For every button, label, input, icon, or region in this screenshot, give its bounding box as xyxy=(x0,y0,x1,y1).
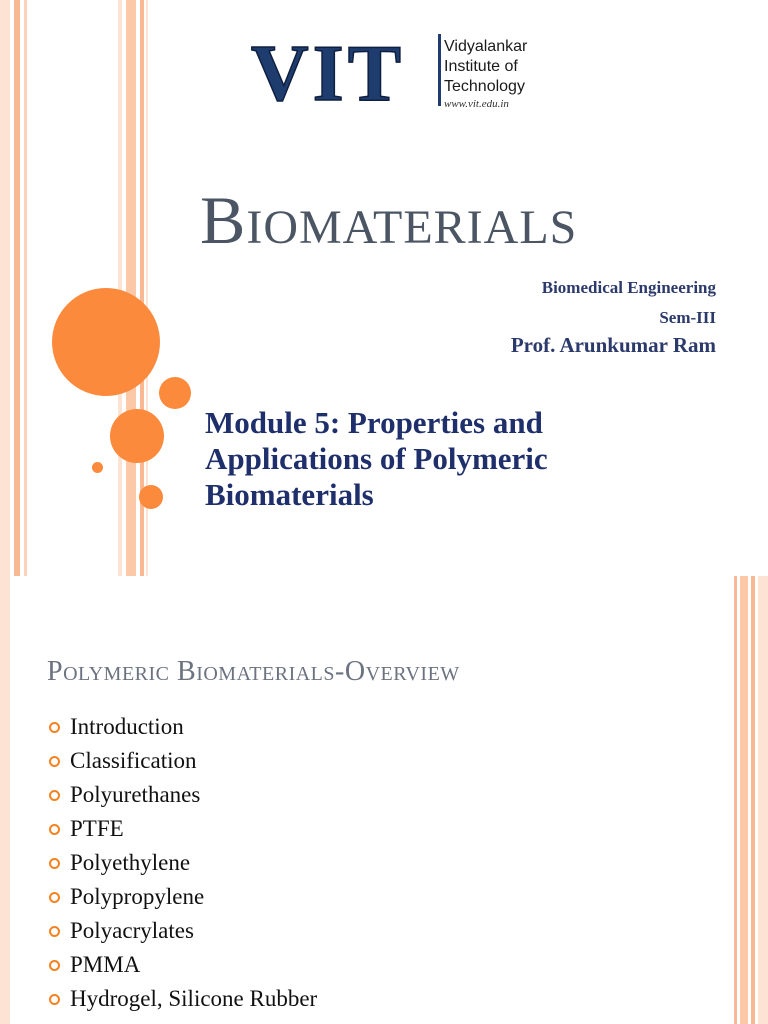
bullet-circle-icon xyxy=(49,824,60,835)
list-item-text: Hydrogel, Silicone Rubber xyxy=(70,986,318,1011)
logo-line-1: Vidyalankar xyxy=(444,38,528,55)
bullet-circle-icon xyxy=(49,858,60,869)
list-item xyxy=(48,744,317,778)
list-item xyxy=(48,812,317,846)
overview-slide xyxy=(0,576,768,1024)
list-item-text: Polypropylene xyxy=(70,884,205,909)
decorative-circle-medium xyxy=(110,409,164,463)
bullet-circle-icon xyxy=(49,756,60,767)
list-item-text: Polyacrylates xyxy=(70,918,194,943)
list-item-text: PTFE xyxy=(70,816,124,841)
list-item xyxy=(48,778,317,812)
bullet-circle-icon xyxy=(49,994,60,1005)
bullet-circle-icon xyxy=(49,790,60,801)
slide-title: Biomaterials xyxy=(200,182,578,258)
vit-logo-text: VIT xyxy=(250,36,406,108)
decorative-circle-small xyxy=(159,377,191,409)
logo-line-3: Technology xyxy=(444,78,525,95)
bullet-circle-icon xyxy=(49,926,60,937)
list-item xyxy=(48,846,317,880)
module-line-2: Applications of Polymeric xyxy=(205,441,548,476)
list-item xyxy=(48,982,317,1016)
logo-url: www.vit.edu.in xyxy=(444,98,509,110)
module-heading xyxy=(205,405,725,513)
overview-title: Polymeric Biomaterials-Overview xyxy=(47,656,460,687)
list-item-text: Classification xyxy=(70,748,197,773)
module-line-3: Biomaterials xyxy=(205,477,374,512)
list-item-text: Polyethylene xyxy=(70,850,191,875)
list-item xyxy=(48,880,317,914)
module-line-1: Module 5: Properties and xyxy=(205,405,543,440)
bullet-circle-icon xyxy=(49,722,60,733)
decorative-stripes xyxy=(0,0,150,576)
semester-text: Sem-III xyxy=(659,308,716,327)
vit-logo xyxy=(222,30,558,114)
decorative-stripes-right xyxy=(734,576,768,1024)
decorative-circle-small-2 xyxy=(139,485,163,509)
professor-name: Prof. Arunkumar Ram xyxy=(510,333,716,357)
decorative-circle-tiny xyxy=(92,462,103,473)
list-item xyxy=(48,948,317,982)
decorative-circle-large xyxy=(52,288,160,396)
list-item-text: PMMA xyxy=(70,952,141,977)
bullet-circle-icon xyxy=(49,960,60,971)
list-item xyxy=(48,914,317,948)
list-item xyxy=(48,710,317,744)
left-stripe xyxy=(0,576,10,1024)
logo-separator xyxy=(438,34,441,106)
list-item-text: Introduction xyxy=(70,714,184,739)
topic-list xyxy=(48,710,317,1016)
logo-line-2: Institute of xyxy=(444,58,518,75)
list-item-text: Polyurethanes xyxy=(70,782,201,807)
vit-logo-letters xyxy=(226,36,430,108)
bullet-circle-icon xyxy=(49,892,60,903)
department-text: Biomedical Engineering xyxy=(541,278,716,297)
